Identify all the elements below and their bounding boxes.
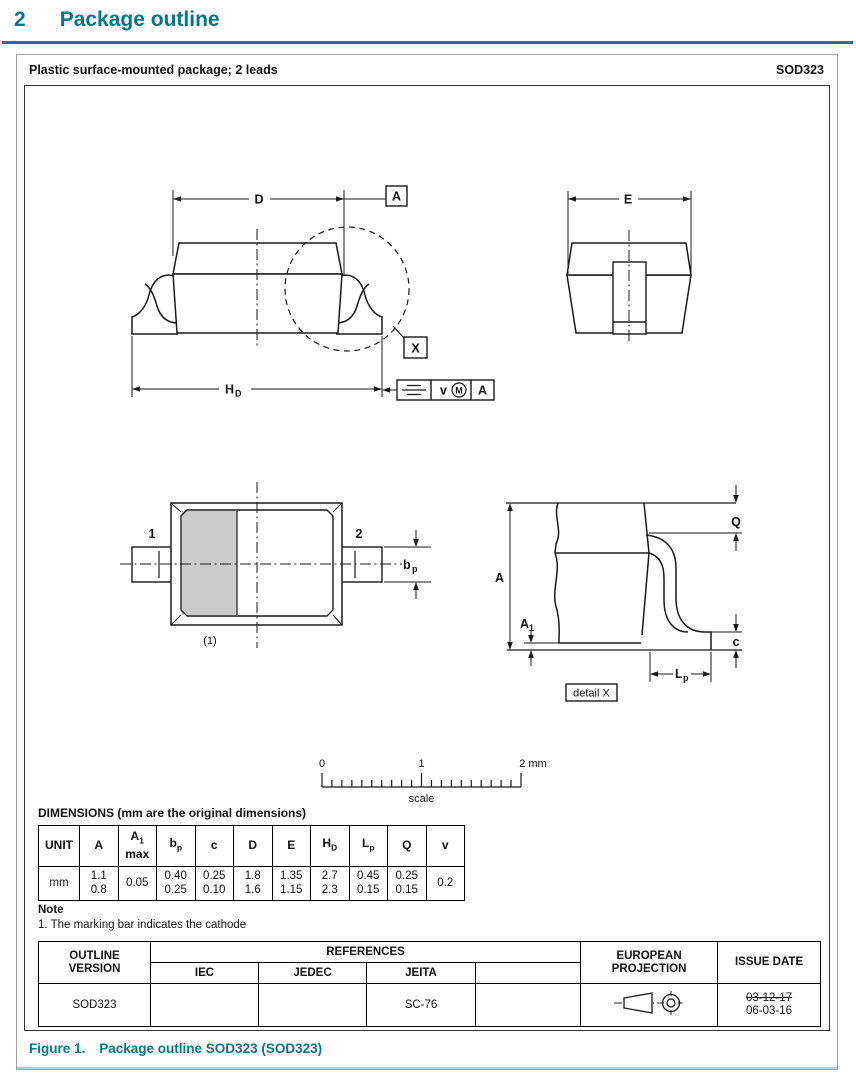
note-title: Note — [38, 904, 64, 916]
dim-value-cell: 2.7 2.3 — [311, 867, 350, 901]
scale-tick-2: 2 mm — [519, 758, 547, 770]
scale-tick-1: 1 — [418, 758, 425, 770]
symmetry-symbol-icon — [402, 386, 426, 395]
dim-column-header: c — [195, 826, 234, 867]
dimensions-table — [38, 825, 465, 901]
dim-a-label: A — [494, 571, 504, 585]
dim-bp-sub: p — [412, 564, 418, 574]
end-view — [567, 191, 691, 344]
dim-column-header: v — [426, 826, 465, 867]
note-item: 1. The marking bar indicates the cathode — [38, 919, 247, 931]
dim-column-header: $H_D$ — [311, 826, 350, 867]
fcf-datum-label: A — [477, 383, 488, 398]
dim-c-label: c — [732, 635, 740, 649]
scale-tick-0: 0 — [318, 758, 326, 770]
dim-value-cell: 0.25 0.15 — [388, 867, 427, 901]
dimensions-title: DIMENSIONS (mm are the original dimensions) — [38, 806, 307, 820]
jedec-header: JEDEC — [259, 963, 367, 984]
dim-a1-label: A — [520, 617, 530, 631]
iec-header: IEC — [151, 963, 259, 984]
dim-d-label: D — [254, 192, 264, 207]
dim-column-header: D — [234, 826, 273, 867]
section-number: 2 — [14, 8, 26, 31]
dim-column-header: $b_p$ — [157, 826, 196, 867]
references-table — [38, 941, 821, 1027]
dim-value-cell: 1.35 1.15 — [272, 867, 311, 901]
pin2-label: 2 — [355, 527, 363, 541]
dim-column-header: E — [272, 826, 311, 867]
scale-bar — [322, 773, 521, 787]
dim-bp-label: b — [403, 558, 411, 572]
package-description: Plastic surface-mounted package; 2 leads — [29, 63, 278, 77]
issue-date-value — [718, 984, 821, 1027]
dim-value-cell: 0.40 0.25 — [157, 867, 196, 901]
iec-value — [151, 984, 259, 1027]
marking-bar-note-ref: (1) — [203, 635, 217, 647]
extra-header — [476, 963, 581, 984]
dim-column-header: Q — [388, 826, 427, 867]
jedec-value — [259, 984, 367, 1027]
scale-label: scale — [408, 793, 435, 805]
issue-date-new: 06-03-16 — [746, 1005, 793, 1017]
section-rule — [2, 41, 853, 44]
european-projection-cell — [581, 984, 718, 1027]
dim-unit-value: mm — [39, 867, 80, 901]
side-view — [132, 186, 494, 400]
drawing-frame — [24, 85, 830, 1031]
package-name: SOD323 — [776, 63, 824, 77]
package-drawing — [25, 86, 828, 808]
dim-value-cell: 0.25 0.10 — [195, 867, 234, 901]
european-projection-icon — [611, 988, 687, 1018]
top-view — [120, 482, 431, 648]
jeita-value: SC-76 — [367, 984, 476, 1027]
issue-date-old: 03-12-17 — [746, 992, 793, 1004]
jeita-header: JEITA — [367, 963, 476, 984]
section-heading — [14, 8, 220, 32]
dim-e-label: E — [623, 192, 633, 207]
section-title: Package outline — [59, 8, 220, 31]
dim-column-header: $L_p$ — [349, 826, 388, 867]
dim-q-label: Q — [731, 515, 741, 529]
dim-lp-label: L — [675, 667, 683, 681]
detail-x-ref-label: X — [411, 341, 420, 356]
european-projection-header: EUROPEAN PROJECTION — [581, 942, 718, 984]
fcf-v-label: v — [440, 383, 447, 398]
detail-x-view — [506, 485, 742, 701]
figure-bottom-rule — [17, 1067, 837, 1070]
issue-date-header: ISSUE DATE — [718, 942, 821, 984]
outline-version-header: OUTLINE VERSION — [39, 942, 151, 984]
dim-hd-sub: D — [235, 388, 242, 399]
outline-version-value: SOD323 — [39, 984, 151, 1027]
fcf-m-label: M — [455, 385, 463, 396]
dim-lp-sub: p — [683, 673, 689, 683]
dim-value-cell: 0.45 0.15 — [349, 867, 388, 901]
dim-value-cell: 0.2 — [426, 867, 465, 901]
dim-value-cell: 1.1 0.8 — [80, 867, 119, 901]
references-header: REFERENCES — [151, 942, 581, 963]
figure-header — [29, 63, 824, 77]
detail-x-label: detail X — [573, 687, 610, 700]
pin1-label: 1 — [148, 527, 156, 541]
package-outline-figure — [16, 54, 838, 1070]
figure-caption: Figure 1. Package outline SOD323 (SOD323) — [29, 1041, 323, 1056]
dim-unit-header: UNIT — [39, 826, 80, 867]
dim-hd-label: H — [225, 382, 235, 397]
extra-value — [476, 984, 581, 1027]
dim-value-cell: 1.8 1.6 — [234, 867, 273, 901]
datum-a-flag-label: A — [391, 189, 402, 204]
dim-column-header: $A_1$ max — [118, 826, 157, 867]
dim-value-cell: 0.05 — [118, 867, 157, 901]
dim-a1-sub: 1 — [529, 623, 535, 633]
dim-column-header: A — [80, 826, 119, 867]
